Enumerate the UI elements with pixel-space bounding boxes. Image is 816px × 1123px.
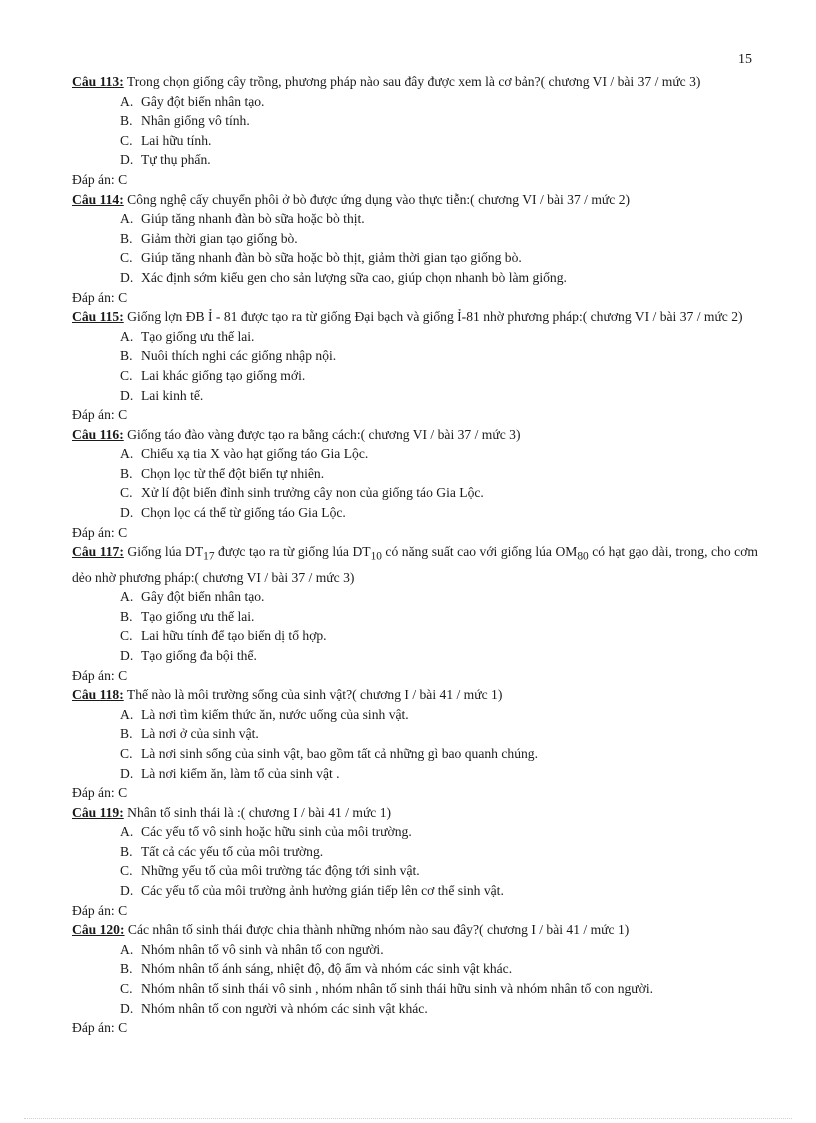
option-text: Tạo giống ưu thế lai. xyxy=(141,328,255,344)
option-a xyxy=(120,822,758,842)
option-text: Lai khác giống tạo giống mới. xyxy=(141,367,306,383)
answer-line xyxy=(72,783,758,803)
option-b xyxy=(120,229,758,249)
option-c xyxy=(120,248,758,268)
question-text-part: có hạt gạo dài, trong, cho cơm dẻo nhờ phương pháp:( chương VI / bài 37 / mức 3) xyxy=(72,544,758,585)
option-b xyxy=(120,346,758,366)
question-text: Thế nào là môi trường sống của sinh vật?( chương I / bài 41 / mức 1) xyxy=(123,687,503,703)
option-letter: C. xyxy=(120,745,133,761)
option-d xyxy=(120,646,758,666)
answer-value: C xyxy=(118,1020,128,1036)
option-c xyxy=(120,626,758,646)
question-stem xyxy=(72,190,758,210)
option-letter: D. xyxy=(120,152,134,168)
question-114 xyxy=(72,190,758,308)
question-116 xyxy=(72,425,758,543)
answer-prefix: Đáp án: xyxy=(72,902,115,918)
option-letter: A. xyxy=(120,446,134,462)
option-text: Giúp tăng nhanh đàn bò sữa hoặc bò thịt, giảm thời gian tạo giống bò. xyxy=(141,250,522,266)
option-text: Tạo giống đa bội thể. xyxy=(141,647,257,663)
option-text: Các yếu tố của môi trường ảnh hưởng gián tiếp lên cơ thể sinh vật. xyxy=(141,883,504,899)
option-b xyxy=(120,111,758,131)
option-c xyxy=(120,483,758,503)
question-text-part: được tạo ra từ giống lúa DT xyxy=(214,544,371,560)
option-list xyxy=(72,940,758,1018)
option-d xyxy=(120,881,758,901)
question-stem xyxy=(72,920,758,940)
question-119 xyxy=(72,803,758,921)
question-115 xyxy=(72,307,758,425)
option-list xyxy=(72,209,758,287)
answer-prefix: Đáp án: xyxy=(72,524,115,540)
option-letter: A. xyxy=(120,211,134,227)
answer-line xyxy=(72,901,758,921)
answer-line xyxy=(72,170,758,190)
option-letter: D. xyxy=(120,883,134,899)
option-letter: A. xyxy=(120,824,134,840)
option-letter: C. xyxy=(120,628,133,644)
answer-value: C xyxy=(118,407,128,423)
option-letter: C. xyxy=(120,485,133,501)
option-text: Những yếu tố của môi trường tác động tới sinh vật. xyxy=(141,863,420,879)
question-stem xyxy=(72,685,758,705)
option-text: Lai hữu tính để tạo biến dị tổ hợp. xyxy=(141,628,327,644)
option-d xyxy=(120,268,758,288)
option-letter: A. xyxy=(120,589,134,605)
option-text: Nhóm nhân tố vô sinh và nhân tố con người. xyxy=(141,941,384,957)
question-text: Giống táo đào vàng được tạo ra bằng cách:( chương VI / bài 37 / mức 3) xyxy=(123,426,521,442)
page-number: 15 xyxy=(738,52,752,67)
answer-line xyxy=(72,666,758,686)
option-text: Giảm thời gian tạo giống bò. xyxy=(141,230,298,246)
option-b xyxy=(120,959,758,979)
option-letter: B. xyxy=(120,113,133,129)
question-text-part: có năng suất cao với giống lúa OM xyxy=(381,544,578,560)
question-list xyxy=(72,72,758,1038)
option-list xyxy=(72,705,758,783)
answer-value: C xyxy=(118,524,128,540)
question-stem xyxy=(72,425,758,445)
option-d xyxy=(120,764,758,784)
option-text: Chiếu xạ tia X vào hạt giống táo Gia Lộc. xyxy=(141,446,369,462)
answer-line xyxy=(72,288,758,308)
question-text: Trong chọn giống cây trồng, phương pháp nào sau đây được xem là cơ bản?( chương VI / bài 37 / mức 3) xyxy=(123,74,701,89)
option-list xyxy=(72,92,758,170)
subscript: 17 xyxy=(203,550,215,563)
question-text: Giống lợn ĐB Ỉ - 81 được tạo ra từ giống Đại bạch và giống Ỉ-81 nhờ phương pháp:( chương VI / bài 37 / mức 2) xyxy=(123,309,743,325)
option-text: Chọn lọc từ thể đột biến tự nhiên. xyxy=(141,465,325,481)
question-stem xyxy=(72,803,758,823)
option-c xyxy=(120,861,758,881)
option-letter: B. xyxy=(120,465,133,481)
option-letter: A. xyxy=(120,328,134,344)
option-text: Tất cả các yếu tố của môi trường. xyxy=(141,843,324,859)
option-list xyxy=(72,327,758,405)
option-c xyxy=(120,744,758,764)
question-stem xyxy=(72,542,758,587)
option-text: Là nơi sinh sống của sinh vật, bao gồm tất cả những gì bao quanh chúng. xyxy=(141,745,538,761)
option-text: Nhóm nhân tố ánh sáng, nhiệt độ, độ ẩm và nhóm các sinh vật khác. xyxy=(141,961,513,977)
question-label: Câu 119: xyxy=(72,804,124,820)
option-a xyxy=(120,92,758,112)
option-letter: C. xyxy=(120,367,133,383)
option-text: Gây đột biến nhân tạo. xyxy=(141,589,265,605)
subscript: 80 xyxy=(577,550,589,563)
option-text: Giúp tăng nhanh đàn bò sữa hoặc bò thịt. xyxy=(141,211,365,227)
answer-value: C xyxy=(118,289,128,305)
option-a xyxy=(120,587,758,607)
question-label: Câu 113: xyxy=(72,74,124,89)
option-letter: D. xyxy=(120,647,134,663)
option-text: Là nơi kiếm ăn, làm tổ của sinh vật . xyxy=(141,765,340,781)
option-text: Lai hữu tính. xyxy=(141,132,212,148)
answer-value: C xyxy=(118,171,128,187)
question-label: Câu 120: xyxy=(72,922,125,938)
option-c xyxy=(120,979,758,999)
option-a xyxy=(120,940,758,960)
question-label: Câu 115: xyxy=(72,309,124,325)
question-label: Câu 118: xyxy=(72,687,124,703)
answer-prefix: Đáp án: xyxy=(72,289,115,305)
option-letter: B. xyxy=(120,230,133,246)
answer-value: C xyxy=(118,902,128,918)
option-d xyxy=(120,503,758,523)
question-stem xyxy=(72,307,758,327)
option-text: Tự thụ phấn. xyxy=(141,152,211,168)
question-label: Câu 117: xyxy=(72,544,124,560)
option-text: Xử lí đột biến đỉnh sinh trưởng cây non của giống táo Gia Lộc. xyxy=(141,485,484,501)
option-b xyxy=(120,724,758,744)
option-text: Là nơi tìm kiếm thức ăn, nước uống của sinh vật. xyxy=(141,706,409,722)
question-label: Câu 114: xyxy=(72,191,124,207)
option-text: Nhân giống vô tính. xyxy=(141,113,250,129)
answer-prefix: Đáp án: xyxy=(72,171,115,187)
option-a xyxy=(120,705,758,725)
answer-value: C xyxy=(118,785,128,801)
option-b xyxy=(120,607,758,627)
option-text: Nhóm nhân tố con người và nhóm các sinh vật khác. xyxy=(141,1000,428,1016)
question-text: Nhân tố sinh thái là :( chương I / bài 41 / mức 1) xyxy=(123,804,392,820)
option-list xyxy=(72,822,758,900)
answer-prefix: Đáp án: xyxy=(72,667,115,683)
option-text: Nuôi thích nghi các giống nhập nội. xyxy=(141,348,337,364)
question-120 xyxy=(72,920,758,1038)
option-letter: B. xyxy=(120,608,133,624)
option-text: Nhóm nhân tố sinh thái vô sinh , nhóm nhân tố sinh thái hữu sinh và nhóm nhân tố con người. xyxy=(141,981,654,997)
answer-line xyxy=(72,523,758,543)
question-118 xyxy=(72,685,758,803)
option-text: Là nơi ở của sinh vật. xyxy=(141,726,259,742)
answer-line xyxy=(72,405,758,425)
option-letter: C. xyxy=(120,981,133,997)
subscript: 10 xyxy=(370,550,382,563)
option-letter: D. xyxy=(120,765,134,781)
option-letter: D. xyxy=(120,387,134,403)
option-text: Lai kinh tế. xyxy=(141,387,204,403)
option-text: Gây đột biến nhân tạo. xyxy=(141,93,265,109)
option-text: Chọn lọc cá thể từ giống táo Gia Lộc. xyxy=(141,505,346,521)
answer-prefix: Đáp án: xyxy=(72,1020,115,1036)
option-list xyxy=(72,444,758,522)
question-text: Các nhân tố sinh thái được chia thành những nhóm nào sau đây?( chương I / bài 41 / mức 1) xyxy=(124,922,630,938)
answer-value: C xyxy=(118,667,128,683)
option-c xyxy=(120,366,758,386)
option-letter: B. xyxy=(120,348,133,364)
question-label: Câu 116: xyxy=(72,426,124,442)
option-letter: D. xyxy=(120,505,134,521)
option-letter: C. xyxy=(120,863,133,879)
option-a xyxy=(120,327,758,347)
option-letter: B. xyxy=(120,843,133,859)
option-letter: A. xyxy=(120,706,134,722)
question-text-part: Giống lúa DT xyxy=(123,544,204,560)
question-113 xyxy=(72,72,758,190)
answer-line xyxy=(72,1018,758,1038)
option-a xyxy=(120,444,758,464)
option-text: Tạo giống ưu thế lai. xyxy=(141,608,255,624)
option-letter: D. xyxy=(120,1000,134,1016)
option-d xyxy=(120,999,758,1019)
answer-prefix: Đáp án: xyxy=(72,785,115,801)
option-list xyxy=(72,587,758,665)
option-letter: B. xyxy=(120,961,133,977)
option-letter: B. xyxy=(120,726,133,742)
question-text: Công nghệ cấy chuyển phôi ở bò được ứng dụng vào thực tiễn:( chương VI / bài 37 / mức 2) xyxy=(123,191,631,207)
option-letter: C. xyxy=(120,250,133,266)
option-c xyxy=(120,131,758,151)
question-stem xyxy=(72,72,758,92)
option-d xyxy=(120,386,758,406)
page-bottom-divider xyxy=(24,1118,792,1119)
option-letter: C. xyxy=(120,132,133,148)
option-text: Xác định sớm kiểu gen cho sản lượng sữa cao, giúp chọn nhanh bò làm giống. xyxy=(141,269,567,285)
option-letter: A. xyxy=(120,941,134,957)
option-b xyxy=(120,464,758,484)
option-letter: D. xyxy=(120,269,134,285)
option-b xyxy=(120,842,758,862)
option-letter: A. xyxy=(120,93,134,109)
option-text: Các yếu tố vô sinh hoặc hữu sinh của môi trường. xyxy=(141,824,412,840)
answer-prefix: Đáp án: xyxy=(72,407,115,423)
option-a xyxy=(120,209,758,229)
option-d xyxy=(120,150,758,170)
question-117 xyxy=(72,542,758,685)
